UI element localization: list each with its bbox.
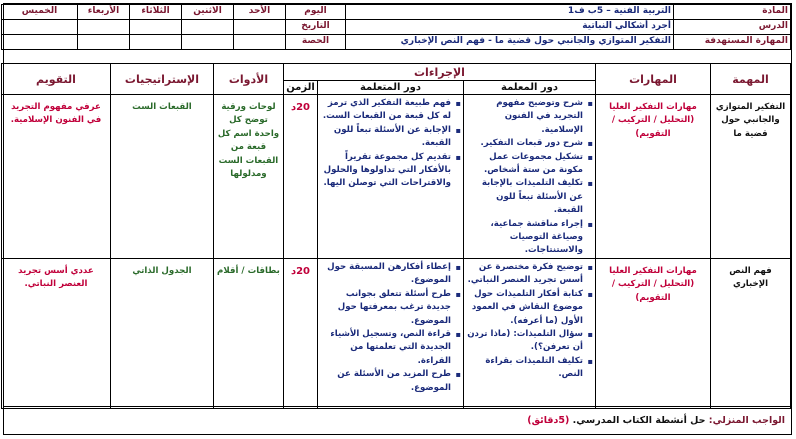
day-sunday: الأحد [234,5,286,20]
student-role-cell [318,258,464,408]
date-cell [78,20,130,35]
student-steps-list [320,97,461,191]
header-task: المهمة [711,64,791,95]
lesson-value: أجرد أشكالي النباتية [346,20,674,35]
lesson-plan-sheet [3,3,792,435]
skills-cell: مهارات التفكير العليا (التحليل / التركيب / التقويم) [596,95,711,259]
table-row [1,95,790,259]
list-item: ▪ سؤال التلميذات: (ماذا تردن أن تعرفن؟). [466,328,583,355]
date-cell [130,20,182,35]
target-skill-value: التفكير المتوازي والجانبي حول قضية ما - فهم النص الإخباري [346,35,674,50]
strategies-cell: الجدول الذاتي [110,258,213,408]
header-row-skill [2,35,791,50]
task-cell: التفكير المتوازي والجانبي حول قضية ما [711,95,791,259]
date-label: التاريخ [286,20,346,35]
date-cell [2,20,78,35]
student-steps-list [320,261,461,395]
list-item: ▪ قراءة النص، وتسجيل الأشياء الجديدة التي تعلمتها من القراءة. [320,328,451,368]
teacher-steps-list [466,97,593,258]
period-cell [130,35,182,50]
day-label: اليوم [286,5,346,20]
list-item: ▪ إجراء مناقشة جماعية، وصياغة التوصيات والاستنتاجات. [466,218,583,258]
period-label: الحصة [286,35,346,50]
skills-cell: مهارات التفكير العليا (التحليل / التركيب / التقويم) [596,258,711,408]
teacher-role-cell [464,95,596,259]
date-cell [182,20,234,35]
header-table [1,4,791,50]
list-item: ▪ تكليف التلميذات بالإجابة عن الأسئلة تبعاً للون القبعة. [466,177,583,217]
header-tools: الأدوات [213,64,283,95]
date-cell [234,20,286,35]
homework-text: حل أنشطة الكتاب المدرسي. [572,415,706,426]
table-header-row [1,64,790,81]
list-item: ▪ إعطاء أفكارهن المسبقة حول الموضوع. [320,261,451,288]
subject-label: المادة [674,5,791,20]
header-student-role: دور المتعلمة [318,81,464,95]
header-procedures: الإجراءات [283,64,595,81]
evaluation-cell: عددي أسس تجريد العنصر النباتي. [1,258,110,408]
time-cell: 20د [283,95,317,259]
procedures-table [1,63,791,409]
strategies-cell: القبعات الست [110,95,213,259]
period-cell [182,35,234,50]
student-role-cell [318,95,464,259]
list-item: ▪ تشكيل مجموعات عمل مكونة من ستة أشخاص. [466,151,583,178]
list-item: ▪ الإجابة عن الأسئلة تبعاً للون القبعة. [320,124,451,151]
day-tuesday: الثلاثاء [130,5,182,20]
period-cell [2,35,78,50]
tools-cell: لوحات ورقية توضح كل واحدة اسم كل قبعة من القبعات الست ومدلولها [213,95,283,259]
subject-value: التربية الفنية – 5ب ف1 [346,5,674,20]
homework-time: (5دقائق) [527,415,570,426]
list-item: ▪ طرح المزيد من الأسئلة عن الموضوع. [320,368,451,395]
header-strategies: الإستراتيجيات [110,64,213,95]
evaluation-cell: عرفي مفهوم التجريد في الفنون الإسلامية. [1,95,110,259]
list-item: ▪ طرح أسئلة تتعلق بجوانب جديدة ترغب بمعرفتها حول الموضوع. [320,288,451,328]
list-item: ▪ تقديم كل مجموعة تقريراً بالأفكار التي تداولوها والحلول والاقتراحات التي توصلن اليها. [320,151,451,191]
tools-cell: بطاقات / أقلام [213,258,283,408]
homework-bar [4,406,791,436]
teacher-role-cell [464,258,596,408]
list-item: ▪ تكليف التلميذات بقراءة النص. [466,355,583,382]
homework-line [527,415,785,426]
list-item: ▪ كتابة أفكار التلميذات حول موضوع النقاش في العمود الأول (ما أعرفه). [466,288,583,328]
lesson-label: الدرس [674,20,791,35]
header-teacher-role: دور المعلمة [464,81,596,95]
teacher-steps-list [466,261,593,382]
section-gap [4,50,791,63]
day-thursday: الخميس [2,5,78,20]
period-cell [78,35,130,50]
header-row-subject [2,5,791,20]
list-item: ▪ توضيح فكرة مختصرة عن أسس تجريد العنصر النباتي. [466,261,583,288]
header-row-lesson [2,20,791,35]
header-time: الزمن [283,81,317,95]
day-monday: الاثنين [182,5,234,20]
period-cell [234,35,286,50]
homework-label: الواجب المنزلي: [708,415,785,426]
day-wednesday: الأربعاء [78,5,130,20]
table-row [1,258,790,408]
list-item: ▪ فهم طبيعة التفكير الذي ترمز له كل قبعة من القبعات الست. [320,97,451,124]
time-cell: 20د [283,258,317,408]
list-item: ▪ شرح دور قبعات التفكير. [466,137,583,150]
list-item: ▪ شرح وتوضيح مفهوم التجريد في الفنون الإسلامية. [466,97,583,137]
header-skills: المهارات [596,64,711,95]
task-cell: فهم النص الإخباري [711,258,791,408]
header-evaluation: التقويم [1,64,110,95]
target-skill-label: المهارة المستهدفة [674,35,791,50]
